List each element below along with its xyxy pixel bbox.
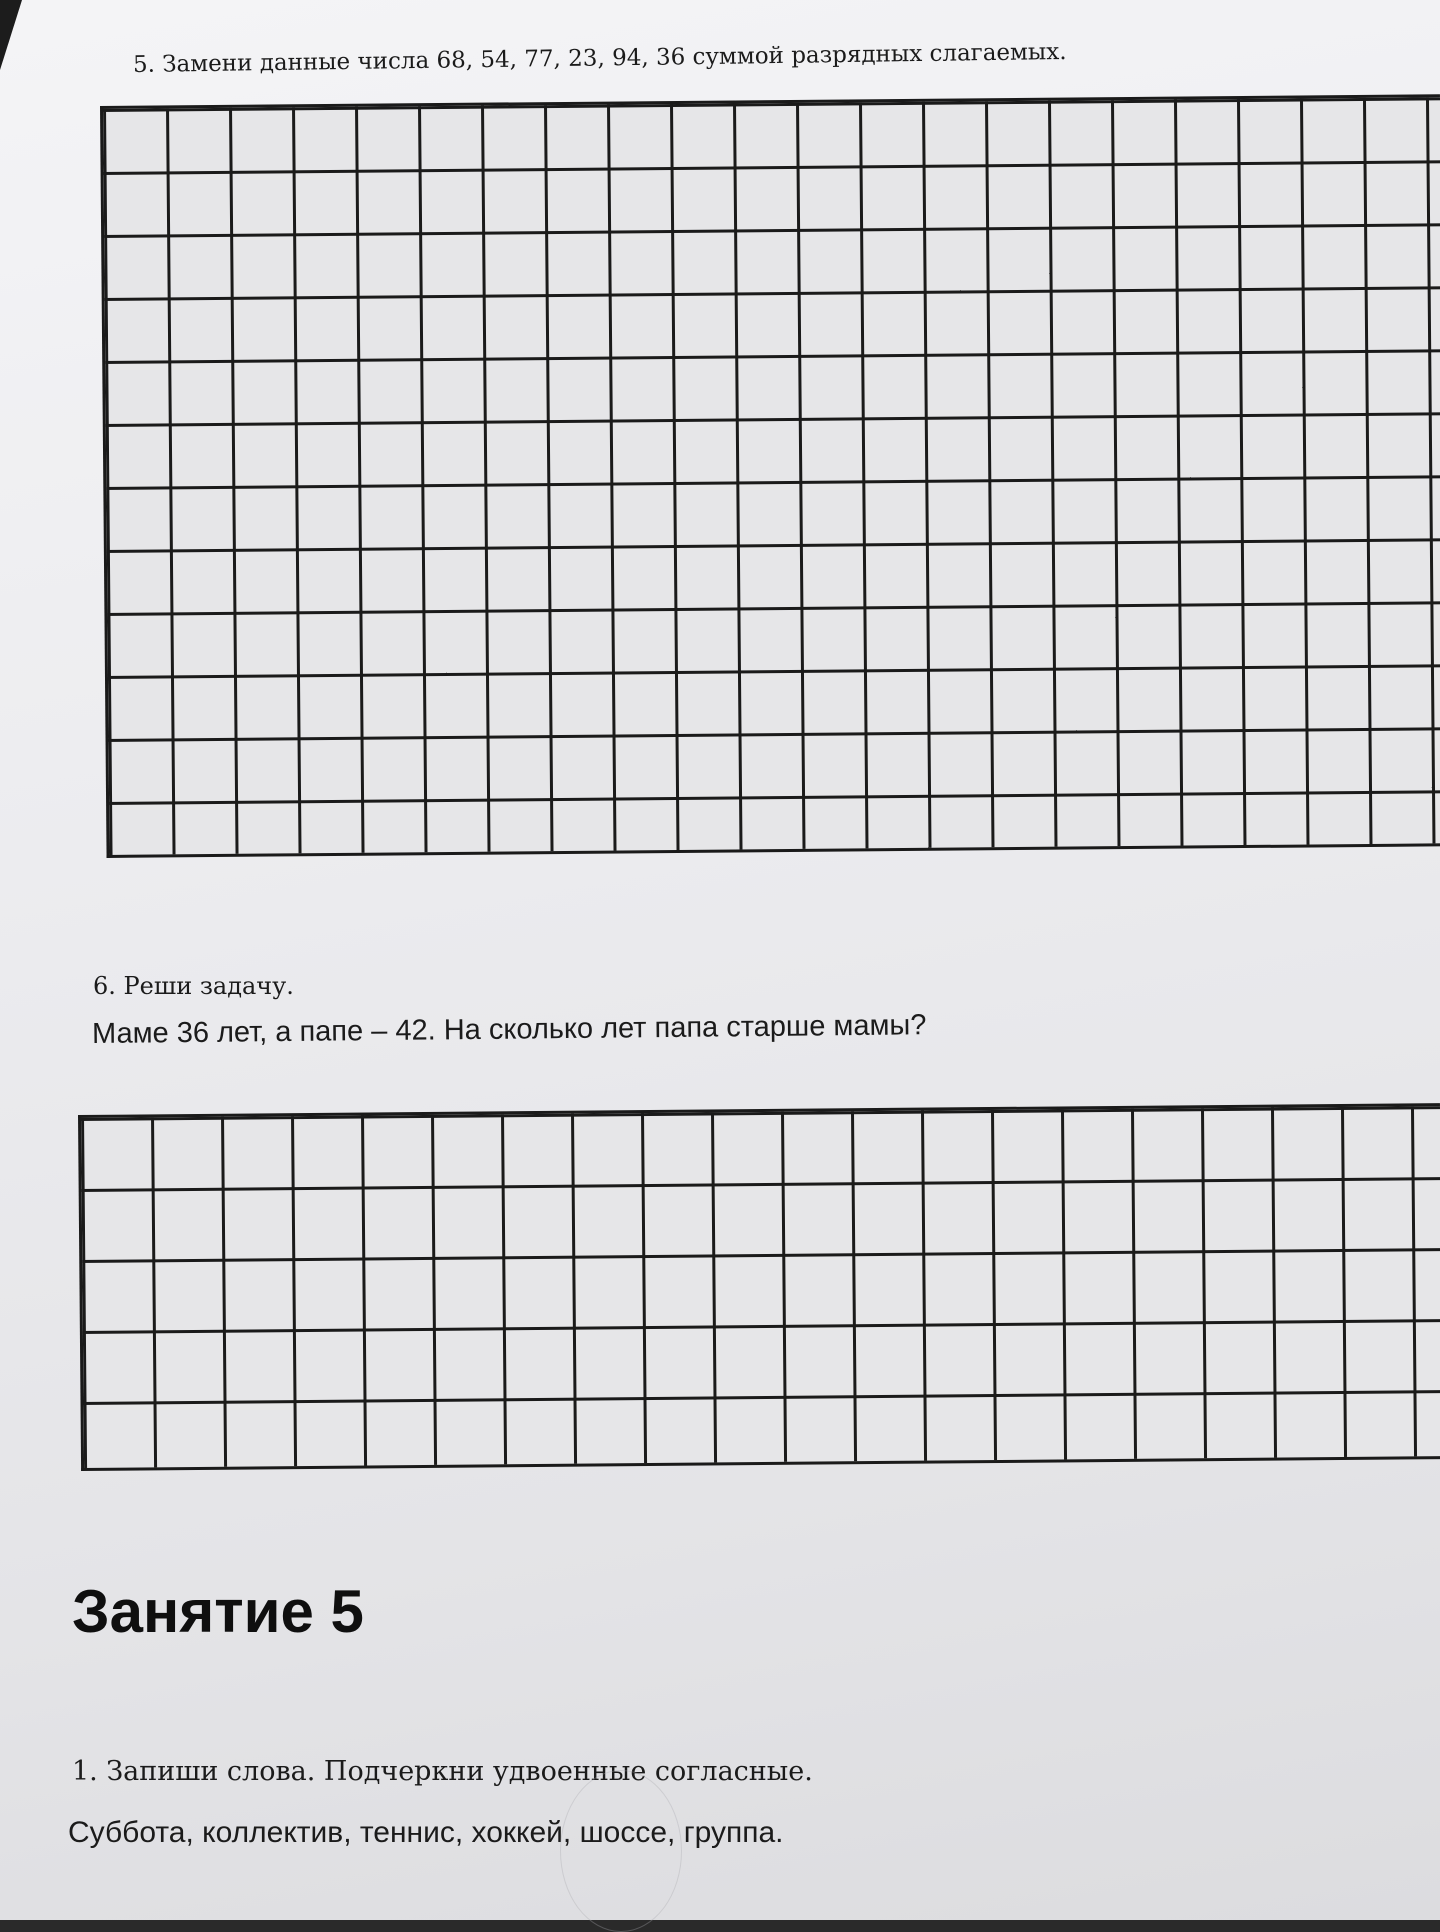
task-1-word-list: Суббота, коллектив, теннис, хоккей, шоссе, группа. <box>68 1816 784 1849</box>
task-6-answer-grid <box>78 1103 1440 1471</box>
stray-hair-mark <box>560 1770 682 1932</box>
task-5-instruction: 5. Замени данные числа 68, 54, 77, 23, 94, 36 суммой разрядных слагаемых. <box>132 38 1067 78</box>
task-6-problem-text: Маме 36 лет, а папе – 42. На сколько лет папа старше мамы? <box>91 1009 927 1050</box>
task-6-instruction: 6. Реши задачу. <box>93 972 294 1000</box>
lesson-heading: Занятие 5 <box>72 1578 364 1645</box>
page-corner-shadow <box>0 0 22 70</box>
task-1-instruction: 1. Запиши слова. Подчеркни удвоенные согласные. <box>72 1756 813 1787</box>
task-5-answer-grid <box>100 94 1440 858</box>
